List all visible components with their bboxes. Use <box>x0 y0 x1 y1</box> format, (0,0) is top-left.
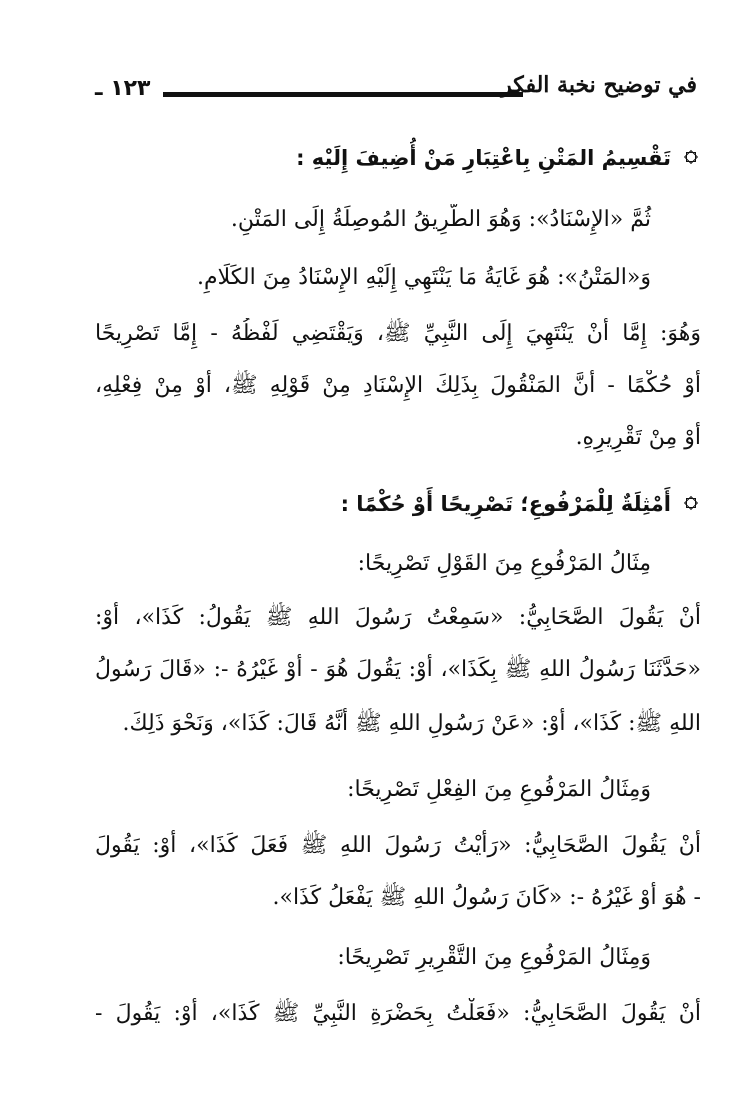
paragraph-9-line-1: أَنْ يَقُولَ الصَّحَابِيُّ: «فَعَلْتُ بِحَضْرَةِ النَّبِيِّ ﷺ كَذَا»، أَوْ: يَقُولَ - <box>95 1001 701 1026</box>
paragraph-4-line-1: مِثَالُ المَرْفُوعِ مِنَ القَوْلِ تَصْرِيحًا: <box>357 551 651 576</box>
paragraph-3-line-3: أَوْ مِنْ تَقْرِيرِهِ. <box>575 425 701 450</box>
book-title: في توضيح نخبة الفكر <box>501 72 697 98</box>
paragraph-7-line-2: - هُوَ أَوْ غَيْرُهُ -: «كَانَ رَسُولُ اللهِ ﷺ يَفْعَلُ كَذَا». <box>272 885 701 910</box>
paragraph-8-line-1: وَمِثَالُ المَرْفُوعِ مِنَ التَّقْرِيرِ تَصْرِيحًا: <box>337 945 651 970</box>
paragraph-6-line-1: وَمِثَالُ المَرْفُوعِ مِنَ الفِعْلِ تَصْرِيحًا: <box>347 777 651 802</box>
paragraph-3-line-1: وَهُوَ: إِمَّا أَنْ يَنْتَهِيَ إِلَى النَّبِيِّ ﷺ، وَيَقْتَضِي لَفْظُهُ - إِمَّا تَصْرِيحًا <box>95 321 701 346</box>
paragraph-1-line-1: ثُمَّ «الإِسْنَادُ»: وَهُوَ الطَّرِيقُ المُوصِلَةُ إِلَى المَتْنِ. <box>230 207 651 232</box>
paragraph-7-line-1: أَنْ يَقُولَ الصَّحَابِيُّ: «رَأَيْتُ رَسُولَ اللهِ ﷺ فَعَلَ كَذَا»، أَوْ: يَقُولَ <box>95 833 701 858</box>
running-header <box>95 72 697 118</box>
paragraph-5-line-2: «حَدَّثَنَا رَسُولُ اللهِ ﷺ بِكَذَا»، أَوْ: يَقُولَ هُوَ - أَوْ غَيْرُهُ -: «قَالَ رَسُولُ <box>95 657 701 682</box>
header-rule <box>163 92 523 97</box>
section-heading-1-text: تَقْسِيمُ المَتْنِ بِاعْتِبَارِ مَنْ أُضِيفَ إِلَيْهِ : <box>296 146 671 170</box>
section-heading-2-text: أَمْثِلَةٌ لِلْمَرْفُوعِ؛ تَصْرِيحًا أَوْ حُكْمًا : <box>340 492 671 516</box>
page-number: ١٢٣ ـ <box>95 76 151 101</box>
paragraph-3-line-2: أَوْ حُكْمًا - أَنَّ المَنْقُولَ بِذَلِكَ الإِسْنَادِ مِنْ قَوْلِهِ ﷺ، أَوْ مِنْ فِعْلِهِ، <box>95 373 701 398</box>
diamond-bullet-icon <box>683 149 701 167</box>
section-heading-1 <box>95 142 701 174</box>
paragraph-5-line-3: اللهِ ﷺ: كَذَا»، أَوْ: «عَنْ رَسُولِ اللهِ ﷺ أَنَّهُ قَالَ: كَذَا»، وَنَحْوَ ذَلِكَ. <box>122 711 701 736</box>
diamond-bullet-icon <box>683 495 701 513</box>
section-heading-2 <box>95 488 701 520</box>
paragraph-5-line-1: أَنْ يَقُولَ الصَّحَابِيُّ: «سَمِعْتُ رَسُولَ اللهِ ﷺ يَقُولُ: كَذَا»، أَوْ: <box>95 605 701 630</box>
paragraph-2-line-1: وَ«المَتْنُ»: هُوَ غَايَةُ مَا يَنْتَهِي إِلَيْهِ الإِسْنَادُ مِنَ الكَلَامِ. <box>197 265 651 290</box>
